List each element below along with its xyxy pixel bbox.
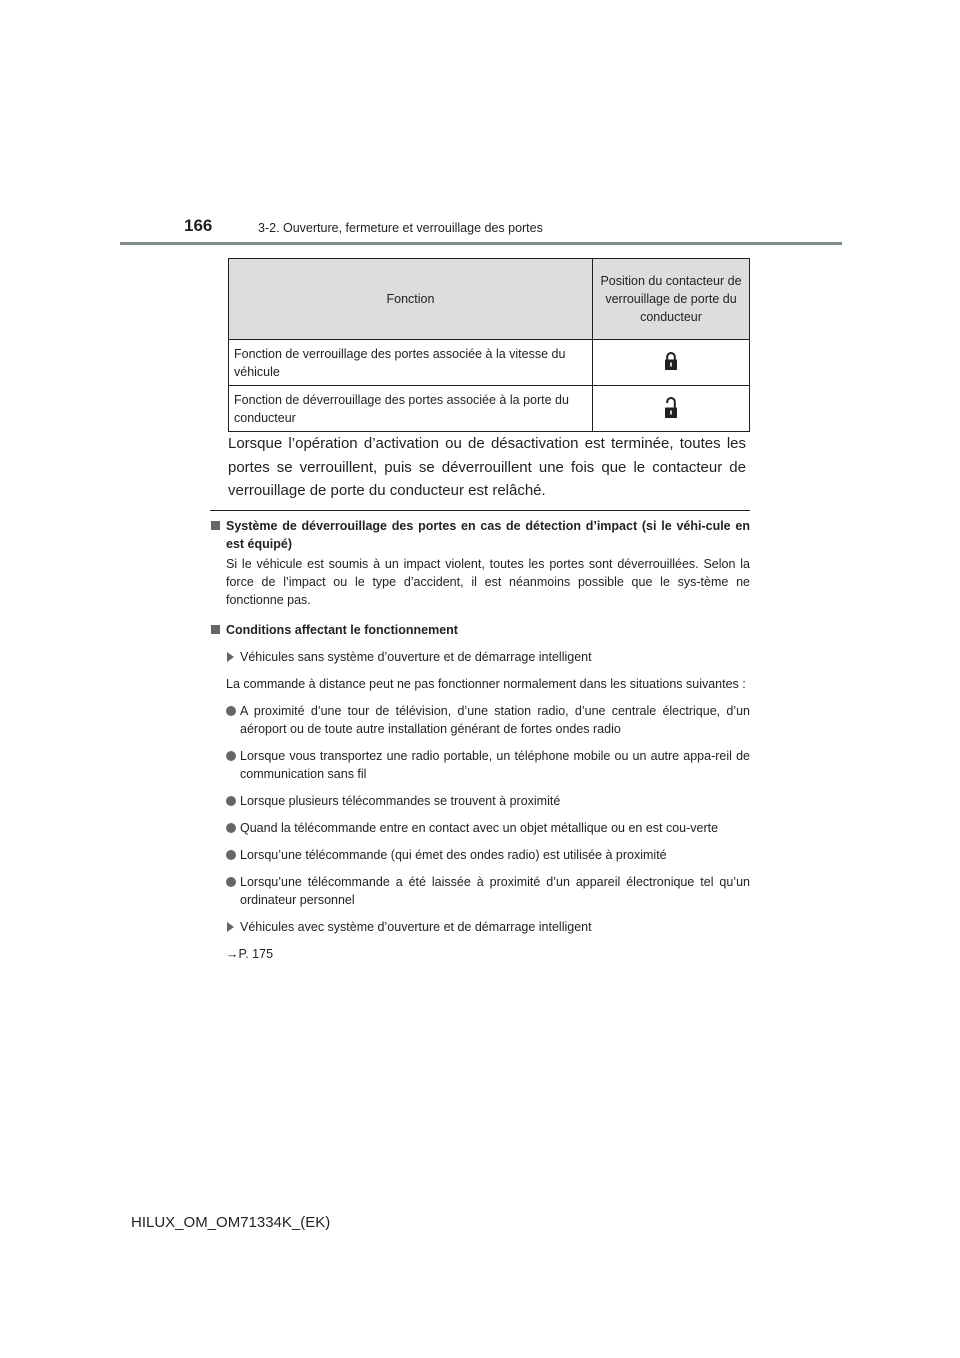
circle-bullet-icon	[226, 796, 236, 806]
page-number: 166	[184, 216, 213, 235]
subheading	[210, 648, 750, 666]
square-bullet-icon	[211, 625, 220, 634]
lock-closed-icon	[664, 351, 678, 371]
function-table	[228, 258, 750, 432]
lock-open-icon	[664, 396, 678, 419]
list-item	[210, 702, 750, 738]
header-rule	[120, 242, 842, 245]
after-table-text: Lorsque l’opération d’activation ou de désactivation est terminée, toutes les portes se verrouillent, puis se déverrouillent une fois que le contacteur de verrouillage de porte du conducteur est relâché.	[228, 435, 746, 499]
page-reference-link[interactable]: →P. 175	[226, 947, 274, 961]
list-item	[210, 747, 750, 783]
list-item-text: Lorsque vous transportez une radio portable, un téléphone mobile ou un autre appa-reil de communication sans fil	[240, 749, 750, 781]
list-item	[210, 819, 750, 837]
col-function-header: Fonction	[229, 259, 593, 340]
footer-code: HILUX_OM_OM71334K_(EK)	[131, 1214, 331, 1231]
table-header-row	[229, 259, 750, 340]
function-cell: Fonction de déverrouillage des portes associée à la porte du conducteur	[229, 386, 593, 432]
conditions-intro: La commande à distance peut ne pas fonctionner normalement dans les situations suivantes :	[226, 677, 746, 691]
section-divider	[210, 510, 750, 511]
impact-text: Si le véhicule est soumis à un impact violent, toutes les portes sont déverrouillées. Selon la force de l’impact ou le type d’accident, il est néanmoins possible que le sys-tème ne fonctionne pas.	[226, 557, 750, 607]
conditions-heading-text: Conditions affectant le fonctionnement	[226, 623, 458, 637]
subheading	[210, 918, 750, 936]
list-item-text: Lorsqu’une télécommande (qui émet des ondes radio) est utilisée à proximité	[240, 848, 667, 862]
square-bullet-icon	[211, 521, 220, 530]
notes	[210, 517, 750, 963]
table-row	[229, 386, 750, 432]
subheading-text: Véhicules avec système d’ouverture et de démarrage intelligent	[240, 920, 592, 934]
section-title: 3-2. Ouverture, fermeture et verrouillage des portes	[258, 221, 543, 235]
function-cell: Fonction de verrouillage des portes associée à la vitesse du véhicule	[229, 340, 593, 386]
triangle-bullet-icon	[227, 652, 234, 662]
list-item	[210, 846, 750, 864]
list-item-text: A proximité d’une tour de télévision, d’une station radio, d’une centrale électrique, d’un aéroport ou de toute autre installation générant de fortes ondes radio	[240, 704, 750, 736]
list-item-text: Quand la télécommande entre en contact avec un objet métallique ou en est cou-verte	[240, 821, 719, 835]
circle-bullet-icon	[226, 823, 236, 833]
position-cell	[593, 340, 750, 386]
list-item-text: Lorsqu’une télécommande a été laissée à proximité d’un appareil électronique tel qu’un ordinateur personnel	[240, 875, 750, 907]
circle-bullet-icon	[226, 706, 236, 716]
list-item	[210, 792, 750, 810]
subheading-text: Véhicules sans système d’ouverture et de démarrage intelligent	[240, 650, 592, 664]
col-position-header: Position du contacteur de verrouillage de porte du conducteur	[593, 259, 750, 340]
circle-bullet-icon	[226, 850, 236, 860]
table-row	[229, 340, 750, 386]
conditions-heading	[210, 621, 750, 639]
list-item-text: Lorsque plusieurs télécommandes se trouvent à proximité	[240, 794, 561, 808]
impact-heading	[210, 517, 750, 553]
circle-bullet-icon	[226, 877, 236, 887]
position-cell	[593, 386, 750, 432]
impact-heading-text: Système de déverrouillage des portes en cas de détection d’impact (si le véhi-cule en est équipé)	[226, 519, 750, 551]
triangle-bullet-icon	[227, 922, 234, 932]
list-item	[210, 873, 750, 909]
circle-bullet-icon	[226, 751, 236, 761]
